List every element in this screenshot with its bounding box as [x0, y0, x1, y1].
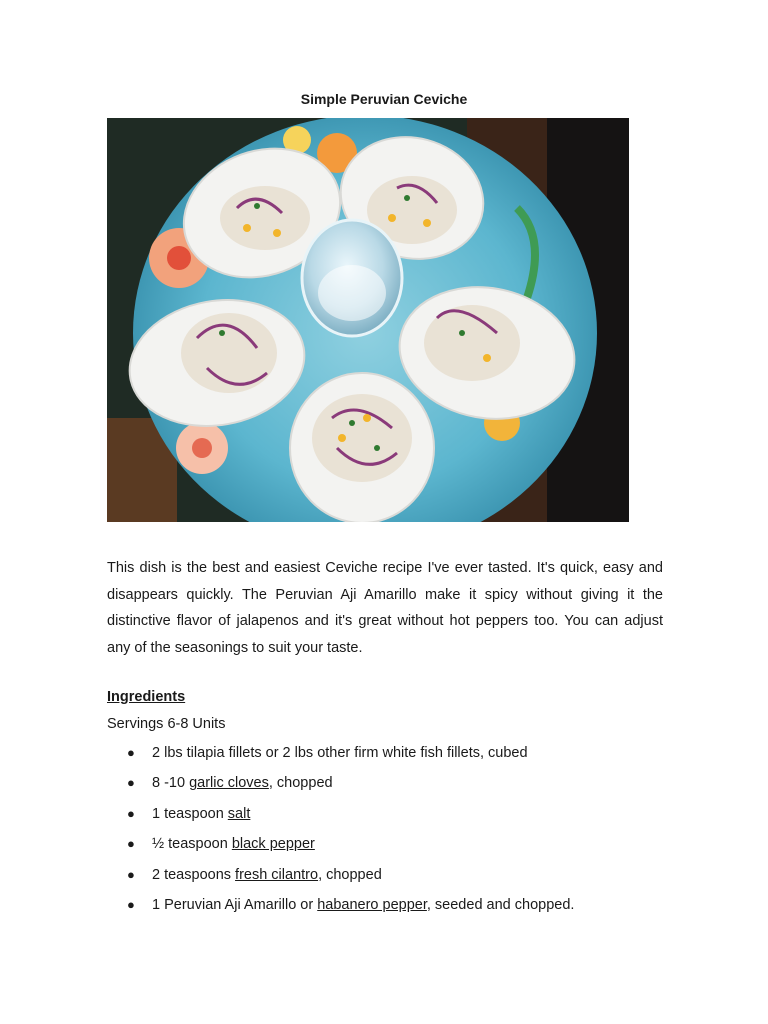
ingredient-text: , chopped: [318, 866, 382, 883]
bullet-icon: ●: [127, 775, 135, 791]
intro-paragraph: This dish is the best and easiest Ceviche recipe I've ever tasted. It's quick, easy and disappears quickly. The Peruvian Aji Amarillo make it spicy without giving it the distinctive flavor of jalapenos and it's great without hot peppers too. You can adjust any of the seasonings to suit your taste.: [107, 560, 663, 656]
list-item: [107, 863, 574, 893]
ingredient-link-cilantro[interactable]: fresh cilantro: [235, 866, 319, 883]
ingredient-link-habanero[interactable]: habanero pepper: [317, 896, 427, 913]
bullet-icon: ●: [127, 836, 135, 852]
list-item: [107, 893, 574, 923]
ceviche-photo: [107, 118, 629, 522]
ingredient-link-salt[interactable]: salt: [227, 805, 251, 822]
ceviche-illustration: [107, 118, 629, 522]
servings-text: Servings 6-8 Units: [107, 716, 226, 732]
ingredient-link-black-pepper[interactable]: black pepper: [231, 836, 315, 853]
list-item: [107, 741, 574, 771]
ingredient-text: , chopped: [268, 775, 333, 792]
bullet-icon: ●: [127, 745, 135, 760]
ingredients-heading: Ingredients: [107, 689, 186, 705]
ingredient-text: 1 teaspoon: [152, 805, 228, 822]
bullet-icon: ●: [127, 896, 135, 912]
recipe-title: Simple Peruvian Ceviche: [300, 91, 468, 107]
ingredient-text: ½ teaspoon: [152, 836, 232, 853]
list-item: [107, 832, 574, 862]
bullet-icon: ●: [127, 866, 135, 882]
ingredient-text: 1 Peruvian Aji Amarillo or: [152, 896, 318, 913]
ingredients-list: [107, 741, 574, 923]
ingredient-text: , seeded and chopped.: [426, 896, 575, 913]
list-item: [107, 771, 574, 801]
ingredient-text: 8 -10: [152, 775, 190, 792]
list-item: [107, 802, 574, 832]
ingredient-text: 2 teaspoons: [152, 866, 236, 883]
ingredient-text: 2 lbs tilapia fillets or 2 lbs other firm white fish fillets, cubed: [152, 745, 528, 761]
bullet-icon: ●: [127, 805, 135, 821]
ingredient-link-garlic[interactable]: garlic cloves: [189, 775, 269, 792]
